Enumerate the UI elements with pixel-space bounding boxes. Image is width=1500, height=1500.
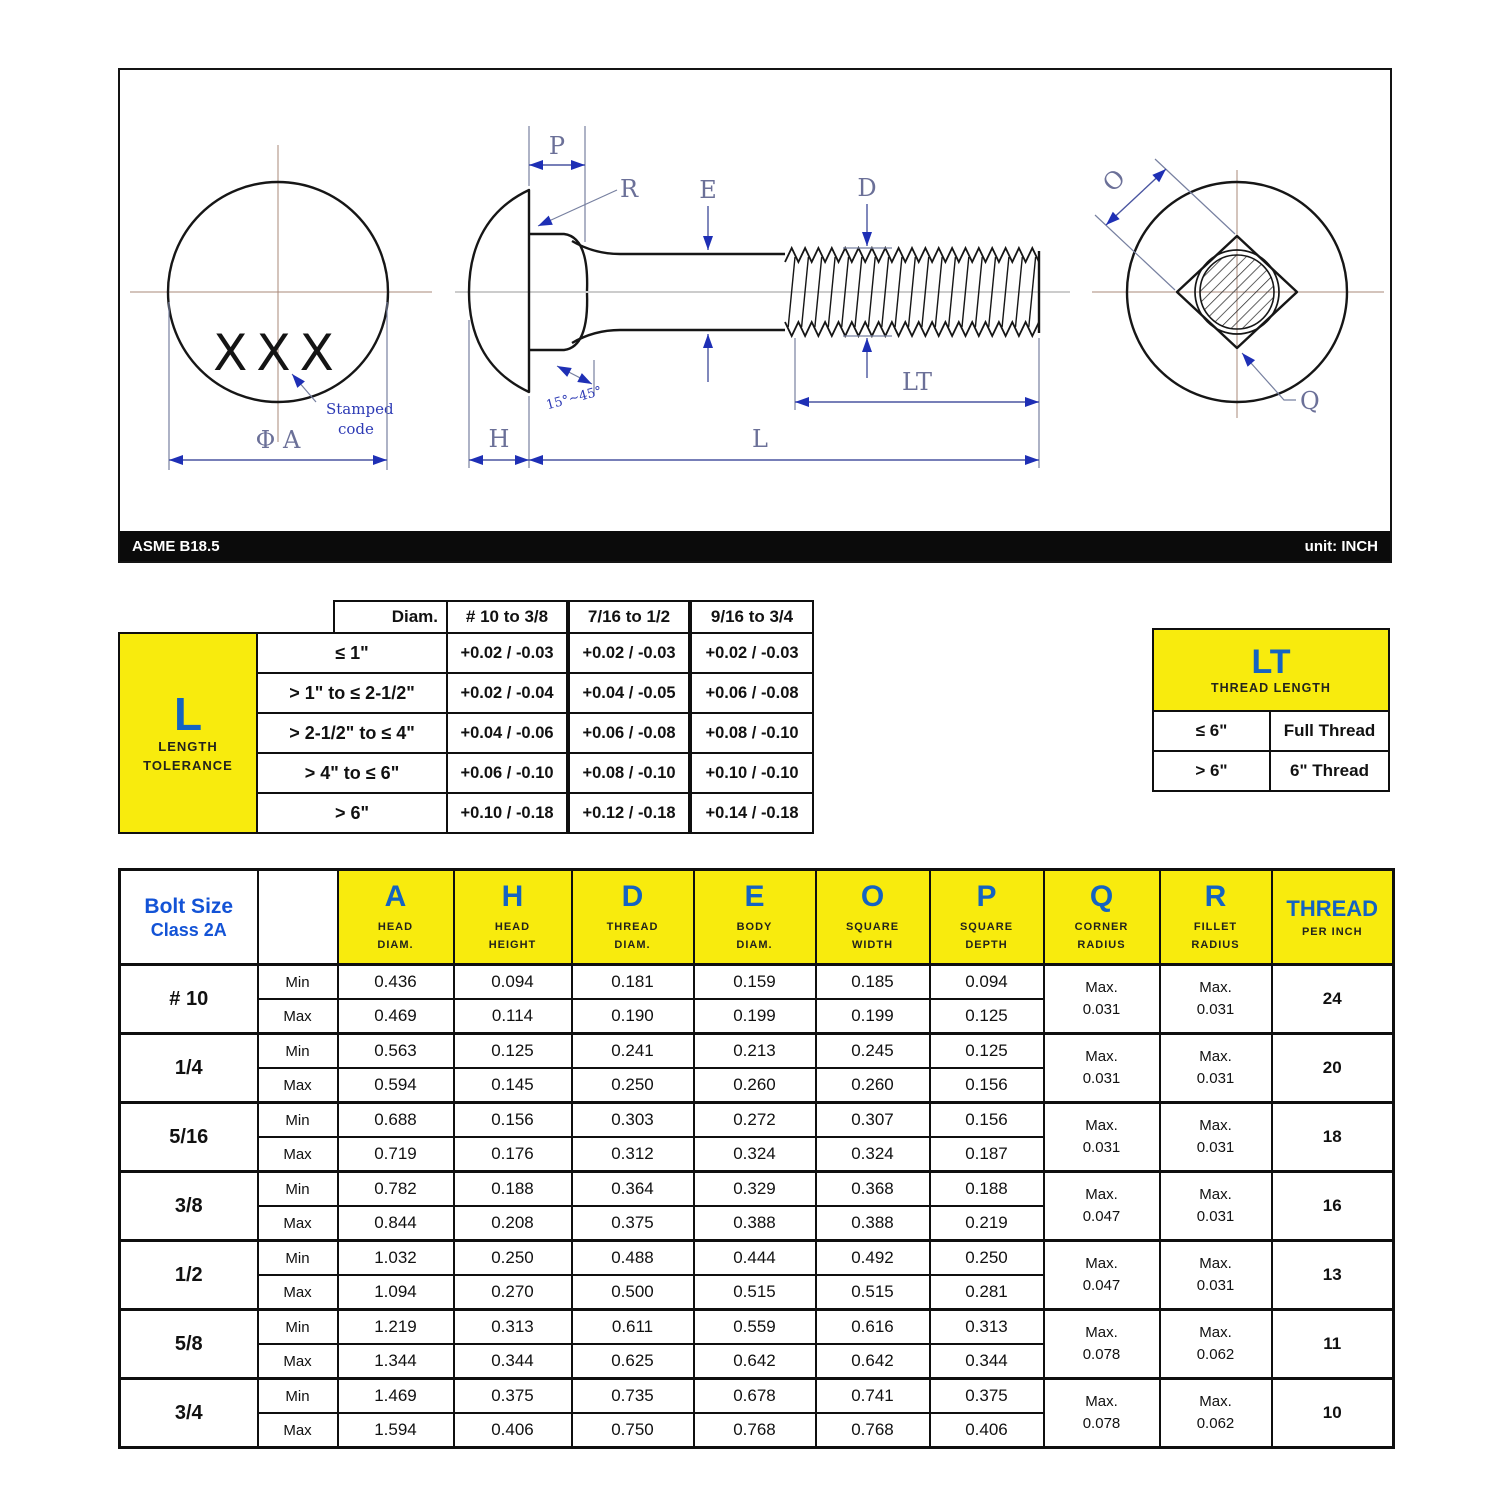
o-extension-left <box>1095 215 1175 290</box>
max-value: 0.260 <box>816 1068 930 1103</box>
dimensions-table <box>118 868 1395 1449</box>
max-value: 0.719 <box>338 1137 454 1172</box>
q-max-cell <box>1044 1103 1160 1172</box>
drawing-sheet <box>118 68 1392 563</box>
min-value: 0.188 <box>930 1172 1044 1207</box>
min-value: 0.563 <box>338 1034 454 1069</box>
min-value: 0.368 <box>816 1172 930 1207</box>
size-row-min <box>120 1034 1394 1069</box>
column-header-D <box>572 870 694 965</box>
max-label: Max <box>258 1137 338 1172</box>
length-tolerance-table <box>118 600 814 840</box>
tolerance-range: > 2-1/2" to ≤ 4" <box>256 712 448 754</box>
min-value: 0.559 <box>694 1310 816 1345</box>
thread-crest-profile <box>785 248 1039 262</box>
min-value: 0.094 <box>930 965 1044 1000</box>
bolt-size-cell: # 10 <box>120 965 258 1034</box>
max-value: 0.768 <box>694 1413 816 1448</box>
column-header-P <box>930 870 1044 965</box>
size-row-min <box>120 1103 1394 1138</box>
min-value: 0.735 <box>572 1379 694 1414</box>
min-value: 0.329 <box>694 1172 816 1207</box>
max-abbr: Max. <box>1199 1393 1232 1411</box>
max-abbr: Max. <box>1085 1117 1118 1135</box>
tolerance-value: +0.08 / -0.10 <box>690 712 814 754</box>
min-value: 0.678 <box>694 1379 816 1414</box>
l-label: L <box>752 425 768 453</box>
d-label: D <box>857 174 877 202</box>
max-value: 0.375 <box>572 1206 694 1241</box>
q-value: 0.031 <box>1082 1070 1121 1087</box>
chamfer-angle-label: 15°~45° <box>544 384 604 414</box>
max-abbr: Max. <box>1085 1255 1118 1273</box>
min-value: 0.313 <box>930 1310 1044 1345</box>
min-value: 0.245 <box>816 1034 930 1069</box>
threads-per-inch-cell: 10 <box>1272 1379 1394 1448</box>
threads-per-inch-cell: 18 <box>1272 1103 1394 1172</box>
r-value: 0.031 <box>1196 1070 1235 1087</box>
size-row-min <box>120 1172 1394 1207</box>
max-value: 0.388 <box>694 1206 816 1241</box>
min-value: 0.094 <box>454 965 572 1000</box>
column-desc-line1: CORNER <box>1074 920 1129 933</box>
bolt-size-cell: 5/8 <box>120 1310 258 1379</box>
min-label: Min <box>258 1310 338 1345</box>
max-label: Max <box>258 1275 338 1310</box>
tolerance-value: +0.06 / -0.08 <box>568 712 690 754</box>
r-leader <box>538 190 617 226</box>
max-label: Max <box>258 999 338 1034</box>
bolt-size-header <box>120 870 258 965</box>
dia-a-label: Φ A <box>255 426 301 454</box>
size-row-min <box>120 1379 1394 1414</box>
tolerance-range: > 1" to ≤ 2-1/2" <box>256 672 448 714</box>
head-dome-profile <box>469 190 529 392</box>
max-value: 0.642 <box>816 1344 930 1379</box>
min-value: 0.307 <box>816 1103 930 1138</box>
bolt-size-cell: 3/8 <box>120 1172 258 1241</box>
max-value: 0.250 <box>572 1068 694 1103</box>
min-value: 0.125 <box>930 1034 1044 1069</box>
column-header-H <box>454 870 572 965</box>
column-letter: E <box>744 879 765 913</box>
max-value: 0.324 <box>694 1137 816 1172</box>
min-value: 0.125 <box>454 1034 572 1069</box>
title-bar <box>120 531 1390 561</box>
min-value: 0.616 <box>816 1310 930 1345</box>
max-value: 0.114 <box>454 999 572 1034</box>
min-value: 0.250 <box>930 1241 1044 1276</box>
max-label: Max <box>258 1206 338 1241</box>
tolerance-value: +0.14 / -0.18 <box>690 792 814 834</box>
stamp-marking: XXX <box>213 324 343 382</box>
column-desc-line2: DIAM. <box>614 938 651 951</box>
r-value: 0.031 <box>1196 1208 1235 1225</box>
tolerance-range: ≤ 1" <box>256 632 448 674</box>
min-label: Min <box>258 1172 338 1207</box>
h-label: H <box>488 425 510 453</box>
q-label: Q <box>1300 387 1320 415</box>
stamped-code-label-line1: Stamped <box>326 400 394 418</box>
tolerance-value: +0.10 / -0.18 <box>446 792 568 834</box>
max-abbr: Max. <box>1199 979 1232 997</box>
p-label: P <box>548 132 566 160</box>
max-label: Max <box>258 1068 338 1103</box>
max-abbr: Max. <box>1199 1255 1232 1273</box>
max-value: 0.145 <box>454 1068 572 1103</box>
r-max-cell <box>1160 1103 1272 1172</box>
min-value: 0.159 <box>694 965 816 1000</box>
r-value: 0.062 <box>1196 1346 1235 1363</box>
column-desc-line2: HEIGHT <box>488 938 537 951</box>
column-desc-line2: RADIUS <box>1191 938 1240 951</box>
column-letter: D <box>621 879 644 913</box>
threads-per-inch-cell: 16 <box>1272 1172 1394 1241</box>
max-abbr: Max. <box>1199 1117 1232 1135</box>
column-desc-line1: THREAD <box>606 920 659 933</box>
max-value: 0.208 <box>454 1206 572 1241</box>
max-value: 0.406 <box>930 1413 1044 1448</box>
column-desc-line2: RADIUS <box>1077 938 1126 951</box>
tolerance-value: +0.02 / -0.03 <box>568 632 690 674</box>
tolerance-diam-header-2: 7/16 to 1/2 <box>568 600 690 634</box>
max-value: 0.156 <box>930 1068 1044 1103</box>
r-max-cell <box>1160 1172 1272 1241</box>
max-value: 0.469 <box>338 999 454 1034</box>
tolerance-value: +0.10 / -0.10 <box>690 752 814 794</box>
l-sub-line2: TOLERANCE <box>143 758 233 773</box>
max-value: 1.344 <box>338 1344 454 1379</box>
column-header-O <box>816 870 930 965</box>
square-neck-upper <box>529 234 587 291</box>
square-neck-lower <box>529 293 587 350</box>
q-leader <box>1242 353 1296 400</box>
min-value: 0.272 <box>694 1103 816 1138</box>
max-value: 0.642 <box>694 1344 816 1379</box>
min-value: 0.303 <box>572 1103 694 1138</box>
min-value: 0.313 <box>454 1310 572 1345</box>
min-value: 0.364 <box>572 1172 694 1207</box>
tolerance-value: +0.12 / -0.18 <box>568 792 690 834</box>
column-header-A <box>338 870 454 965</box>
min-value: 0.181 <box>572 965 694 1000</box>
column-desc-line2: DIAM. <box>736 938 773 951</box>
threads-per-inch-cell: 13 <box>1272 1241 1394 1310</box>
angle-leader <box>557 366 592 384</box>
r-max-cell <box>1160 1379 1272 1448</box>
min-value: 0.241 <box>572 1034 694 1069</box>
tolerance-value: +0.08 / -0.10 <box>568 752 690 794</box>
head-top-view <box>130 145 432 470</box>
min-value: 0.188 <box>454 1172 572 1207</box>
column-letter: Q <box>1089 879 1114 913</box>
unit-label: unit: INCH <box>1304 537 1378 555</box>
min-value: 0.611 <box>572 1310 694 1345</box>
max-abbr: Max. <box>1199 1186 1232 1204</box>
e-label: E <box>699 176 717 204</box>
l-letter: L <box>173 687 203 740</box>
max-value: 1.094 <box>338 1275 454 1310</box>
minmax-spacer-header <box>258 870 338 965</box>
tolerance-value: +0.06 / -0.08 <box>690 672 814 714</box>
column-desc-line2: DIAM. <box>377 938 414 951</box>
min-label: Min <box>258 1103 338 1138</box>
bolt-size-cell: 1/2 <box>120 1241 258 1310</box>
min-label: Min <box>258 1379 338 1414</box>
q-value: 0.078 <box>1082 1415 1121 1432</box>
thread-header-title: THREAD <box>1286 896 1379 921</box>
max-abbr: Max. <box>1085 1324 1118 1342</box>
tolerance-value: +0.06 / -0.10 <box>446 752 568 794</box>
max-value: 0.500 <box>572 1275 694 1310</box>
l-sub-line1: LENGTH <box>158 738 218 754</box>
max-abbr: Max. <box>1085 1048 1118 1066</box>
tolerance-range: > 4" to ≤ 6" <box>256 752 448 794</box>
max-value: 0.281 <box>930 1275 1044 1310</box>
tolerance-diam-header-1: # 10 to 3/8 <box>446 600 568 634</box>
tolerance-value: +0.02 / -0.03 <box>446 632 568 674</box>
o-label: O <box>1097 163 1132 198</box>
tolerance-diam-header-3: 9/16 to 3/4 <box>690 600 814 634</box>
column-desc-line1: FILLET <box>1193 920 1238 933</box>
min-value: 0.492 <box>816 1241 930 1276</box>
shank-bottom-line <box>572 330 785 343</box>
dimensions-table-body <box>120 965 1394 1448</box>
min-value: 0.156 <box>930 1103 1044 1138</box>
bolt-size-cell: 5/16 <box>120 1103 258 1172</box>
bolt-size-class: Class 2A <box>150 920 227 941</box>
min-value: 0.250 <box>454 1241 572 1276</box>
min-value: 1.219 <box>338 1310 454 1345</box>
column-letter: O <box>860 879 885 913</box>
thread-per-inch-header <box>1272 870 1394 965</box>
r-value: 0.031 <box>1196 1277 1235 1294</box>
standard-label: ASME B18.5 <box>132 537 220 555</box>
column-header-R <box>1160 870 1272 965</box>
size-row-min <box>120 965 1394 1000</box>
q-max-cell <box>1044 1379 1160 1448</box>
size-row-min <box>120 1241 1394 1276</box>
min-value: 0.185 <box>816 965 930 1000</box>
max-abbr: Max. <box>1199 1324 1232 1342</box>
thread-header-subtitle: PER INCH <box>1301 926 1363 938</box>
bolt-size-title: Bolt Size <box>144 894 234 918</box>
tolerance-side-label <box>118 632 258 834</box>
max-abbr: Max. <box>1085 979 1118 997</box>
threads-per-inch-cell: 20 <box>1272 1034 1394 1103</box>
min-value: 0.488 <box>572 1241 694 1276</box>
column-header-Q <box>1044 870 1160 965</box>
min-label: Min <box>258 1241 338 1276</box>
tolerance-value: +0.02 / -0.03 <box>690 632 814 674</box>
lt-value: 6" Thread <box>1269 750 1390 792</box>
lt-condition: > 6" <box>1152 750 1271 792</box>
lt-header <box>1152 628 1390 712</box>
max-abbr: Max. <box>1085 1186 1118 1204</box>
r-label: R <box>620 175 639 203</box>
r-max-cell <box>1160 1034 1272 1103</box>
max-value: 0.594 <box>338 1068 454 1103</box>
threads-per-inch-cell: 24 <box>1272 965 1394 1034</box>
max-value: 0.190 <box>572 999 694 1034</box>
q-max-cell <box>1044 1310 1160 1379</box>
head-bottom-view <box>1092 159 1384 418</box>
max-value: 0.515 <box>694 1275 816 1310</box>
r-value: 0.031 <box>1196 1001 1235 1018</box>
tolerance-corner-header: Diam. <box>333 600 448 634</box>
max-value: 0.388 <box>816 1206 930 1241</box>
r-value: 0.062 <box>1196 1415 1235 1432</box>
max-value: 0.344 <box>930 1344 1044 1379</box>
r-value: 0.031 <box>1196 1139 1235 1156</box>
column-letter: A <box>384 879 407 913</box>
max-value: 0.270 <box>454 1275 572 1310</box>
min-value: 0.213 <box>694 1034 816 1069</box>
size-row-min <box>120 1310 1394 1345</box>
bolt-size-cell: 1/4 <box>120 1034 258 1103</box>
max-value: 0.219 <box>930 1206 1044 1241</box>
max-value: 0.844 <box>338 1206 454 1241</box>
min-value: 0.436 <box>338 965 454 1000</box>
column-desc-line2: DEPTH <box>965 938 1008 951</box>
r-max-cell <box>1160 1241 1272 1310</box>
lt-condition: ≤ 6" <box>1152 710 1271 752</box>
thread-crest-profile <box>785 322 1039 336</box>
min-value: 0.375 <box>930 1379 1044 1414</box>
r-max-cell <box>1160 1310 1272 1379</box>
max-value: 0.344 <box>454 1344 572 1379</box>
column-desc-line1: HEAD <box>494 920 531 933</box>
max-value: 0.750 <box>572 1413 694 1448</box>
q-value: 0.047 <box>1082 1208 1121 1225</box>
r-max-cell <box>1160 965 1272 1034</box>
min-label: Min <box>258 1034 338 1069</box>
q-max-cell <box>1044 1172 1160 1241</box>
q-max-cell <box>1044 1241 1160 1310</box>
tolerance-value: +0.04 / -0.05 <box>568 672 690 714</box>
threads-per-inch-cell: 11 <box>1272 1310 1394 1379</box>
q-max-cell <box>1044 1034 1160 1103</box>
max-label: Max <box>258 1344 338 1379</box>
tolerance-value: +0.02 / -0.04 <box>446 672 568 714</box>
shank-top-line <box>572 241 785 254</box>
bolt-side-view <box>455 126 1070 468</box>
lt-letter: LT <box>1251 643 1291 682</box>
max-abbr: Max. <box>1199 1048 1232 1066</box>
q-value: 0.047 <box>1082 1277 1121 1294</box>
min-value: 1.469 <box>338 1379 454 1414</box>
max-value: 0.312 <box>572 1137 694 1172</box>
q-value: 0.031 <box>1082 1139 1121 1156</box>
max-value: 1.594 <box>338 1413 454 1448</box>
max-label: Max <box>258 1413 338 1448</box>
max-value: 0.625 <box>572 1344 694 1379</box>
min-value: 0.156 <box>454 1103 572 1138</box>
max-value: 0.125 <box>930 999 1044 1034</box>
bolt-size-cell: 3/4 <box>120 1379 258 1448</box>
max-value: 0.199 <box>694 999 816 1034</box>
min-value: 0.375 <box>454 1379 572 1414</box>
column-desc-line1: HEAD <box>377 920 414 933</box>
tolerance-value: +0.04 / -0.06 <box>446 712 568 754</box>
column-desc-line2: WIDTH <box>851 938 894 951</box>
q-value: 0.031 <box>1082 1001 1121 1018</box>
max-abbr: Max. <box>1085 1393 1118 1411</box>
max-value: 0.768 <box>816 1413 930 1448</box>
q-max-cell <box>1044 965 1160 1034</box>
column-desc-line1: SQUARE <box>845 920 900 933</box>
min-label: Min <box>258 965 338 1000</box>
max-value: 0.187 <box>930 1137 1044 1172</box>
min-value: 0.741 <box>816 1379 930 1414</box>
min-value: 0.688 <box>338 1103 454 1138</box>
min-value: 0.444 <box>694 1241 816 1276</box>
column-letter: P <box>976 879 997 913</box>
dim-header-row <box>120 870 1394 965</box>
column-desc-line1: BODY <box>736 920 773 933</box>
max-value: 0.199 <box>816 999 930 1034</box>
column-letter: R <box>1204 879 1227 913</box>
q-value: 0.078 <box>1082 1346 1121 1363</box>
max-value: 0.260 <box>694 1068 816 1103</box>
column-desc-line1: SQUARE <box>959 920 1014 933</box>
column-header-E <box>694 870 816 965</box>
lt-value: Full Thread <box>1269 710 1390 752</box>
carriage-bolt-drawing <box>120 70 1389 528</box>
thread-length-table <box>1152 628 1390 794</box>
stamped-code-label-line2: code <box>338 420 374 438</box>
column-letter: H <box>501 879 524 913</box>
min-value: 0.782 <box>338 1172 454 1207</box>
max-value: 0.324 <box>816 1137 930 1172</box>
lt-subtitle: THREAD LENGTH <box>1211 680 1331 695</box>
tolerance-range: > 6" <box>256 792 448 834</box>
lt-label: LT <box>902 368 932 396</box>
min-value: 1.032 <box>338 1241 454 1276</box>
max-value: 0.176 <box>454 1137 572 1172</box>
max-value: 0.406 <box>454 1413 572 1448</box>
thread-section-hatched <box>1200 255 1274 329</box>
max-value: 0.515 <box>816 1275 930 1310</box>
o-extension-top <box>1155 159 1235 234</box>
